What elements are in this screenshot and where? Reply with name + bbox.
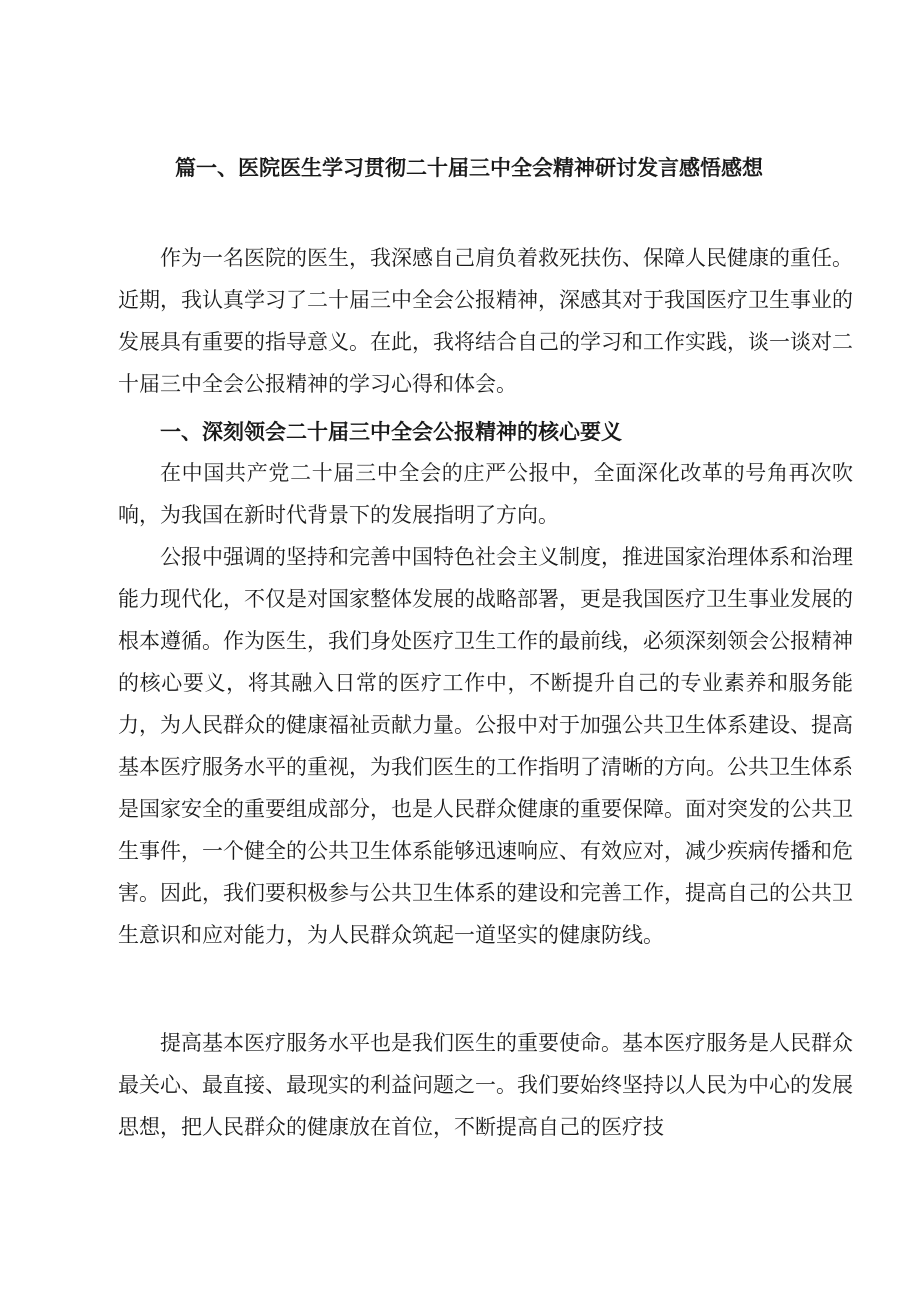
intro-paragraph: 作为一名医院的医生，我深感自己肩负着救死扶伤、保障人民健康的重任。近期，我认真学习了二十届三中全会公报精神，深感其对于我国医疗卫生事业的发展具有重要的指导意义。在此，我将结合自己的学习和工作实践，谈一谈对二十届三中全会公报精神的学习心得和体会。 xyxy=(118,246,853,396)
document-title: 篇一、医院医生学习贯彻二十届三中全会精神研讨发言感悟感想 xyxy=(175,156,763,180)
section-heading: 一、深刻领会二十届三中全会公报精神的核心要义 xyxy=(160,420,622,444)
body-paragraph: 公报中强调的坚持和完善中国特色社会主义制度，推进国家治理体系和治理能力现代化，不仅是对国家整体发展的战略部署，更是我国医疗卫生事业发展的根本遵循。作为医生，我们身处医疗卫生工作的最前线，必须深刻领会公报精神的核心要义，将其融入日常的医疗工作中，不断提升自己的专业素养和服务能力，为人民群众的健康福祉贡献力量。公报中对于加强公共卫生体系建设、提高基本医疗服务水平的重视，为我们医生的工作指明了清晰的方向。公共卫生体系是国家安全的重要组成部分，也是人民群众健康的重要保障。面对突发的公共卫生事件，一个健全的公共卫生体系能够迅速响应、有效应对，减少疾病传播和危害。因此，我们要积极参与公共卫生体系的建设和完善工作，提高自己的公共卫生意识和应对能力，为人民群众筑起一道坚实的健康防线。 xyxy=(118,545,853,947)
body-paragraph: 在中国共产党二十届三中全会的庄严公报中，全面深化改革的号角再次吹响，为我国在新时代背景下的发展指明了方向。 xyxy=(118,461,853,527)
body-paragraph: 提高基本医疗服务水平也是我们医生的重要使命。基本医疗服务是人民群众最关心、最直接、最现实的利益问题之一。我们要始终坚持以人民为中心的发展思想，把人民群众的健康放在首位，不断提高自己的医疗技 xyxy=(118,1031,853,1139)
